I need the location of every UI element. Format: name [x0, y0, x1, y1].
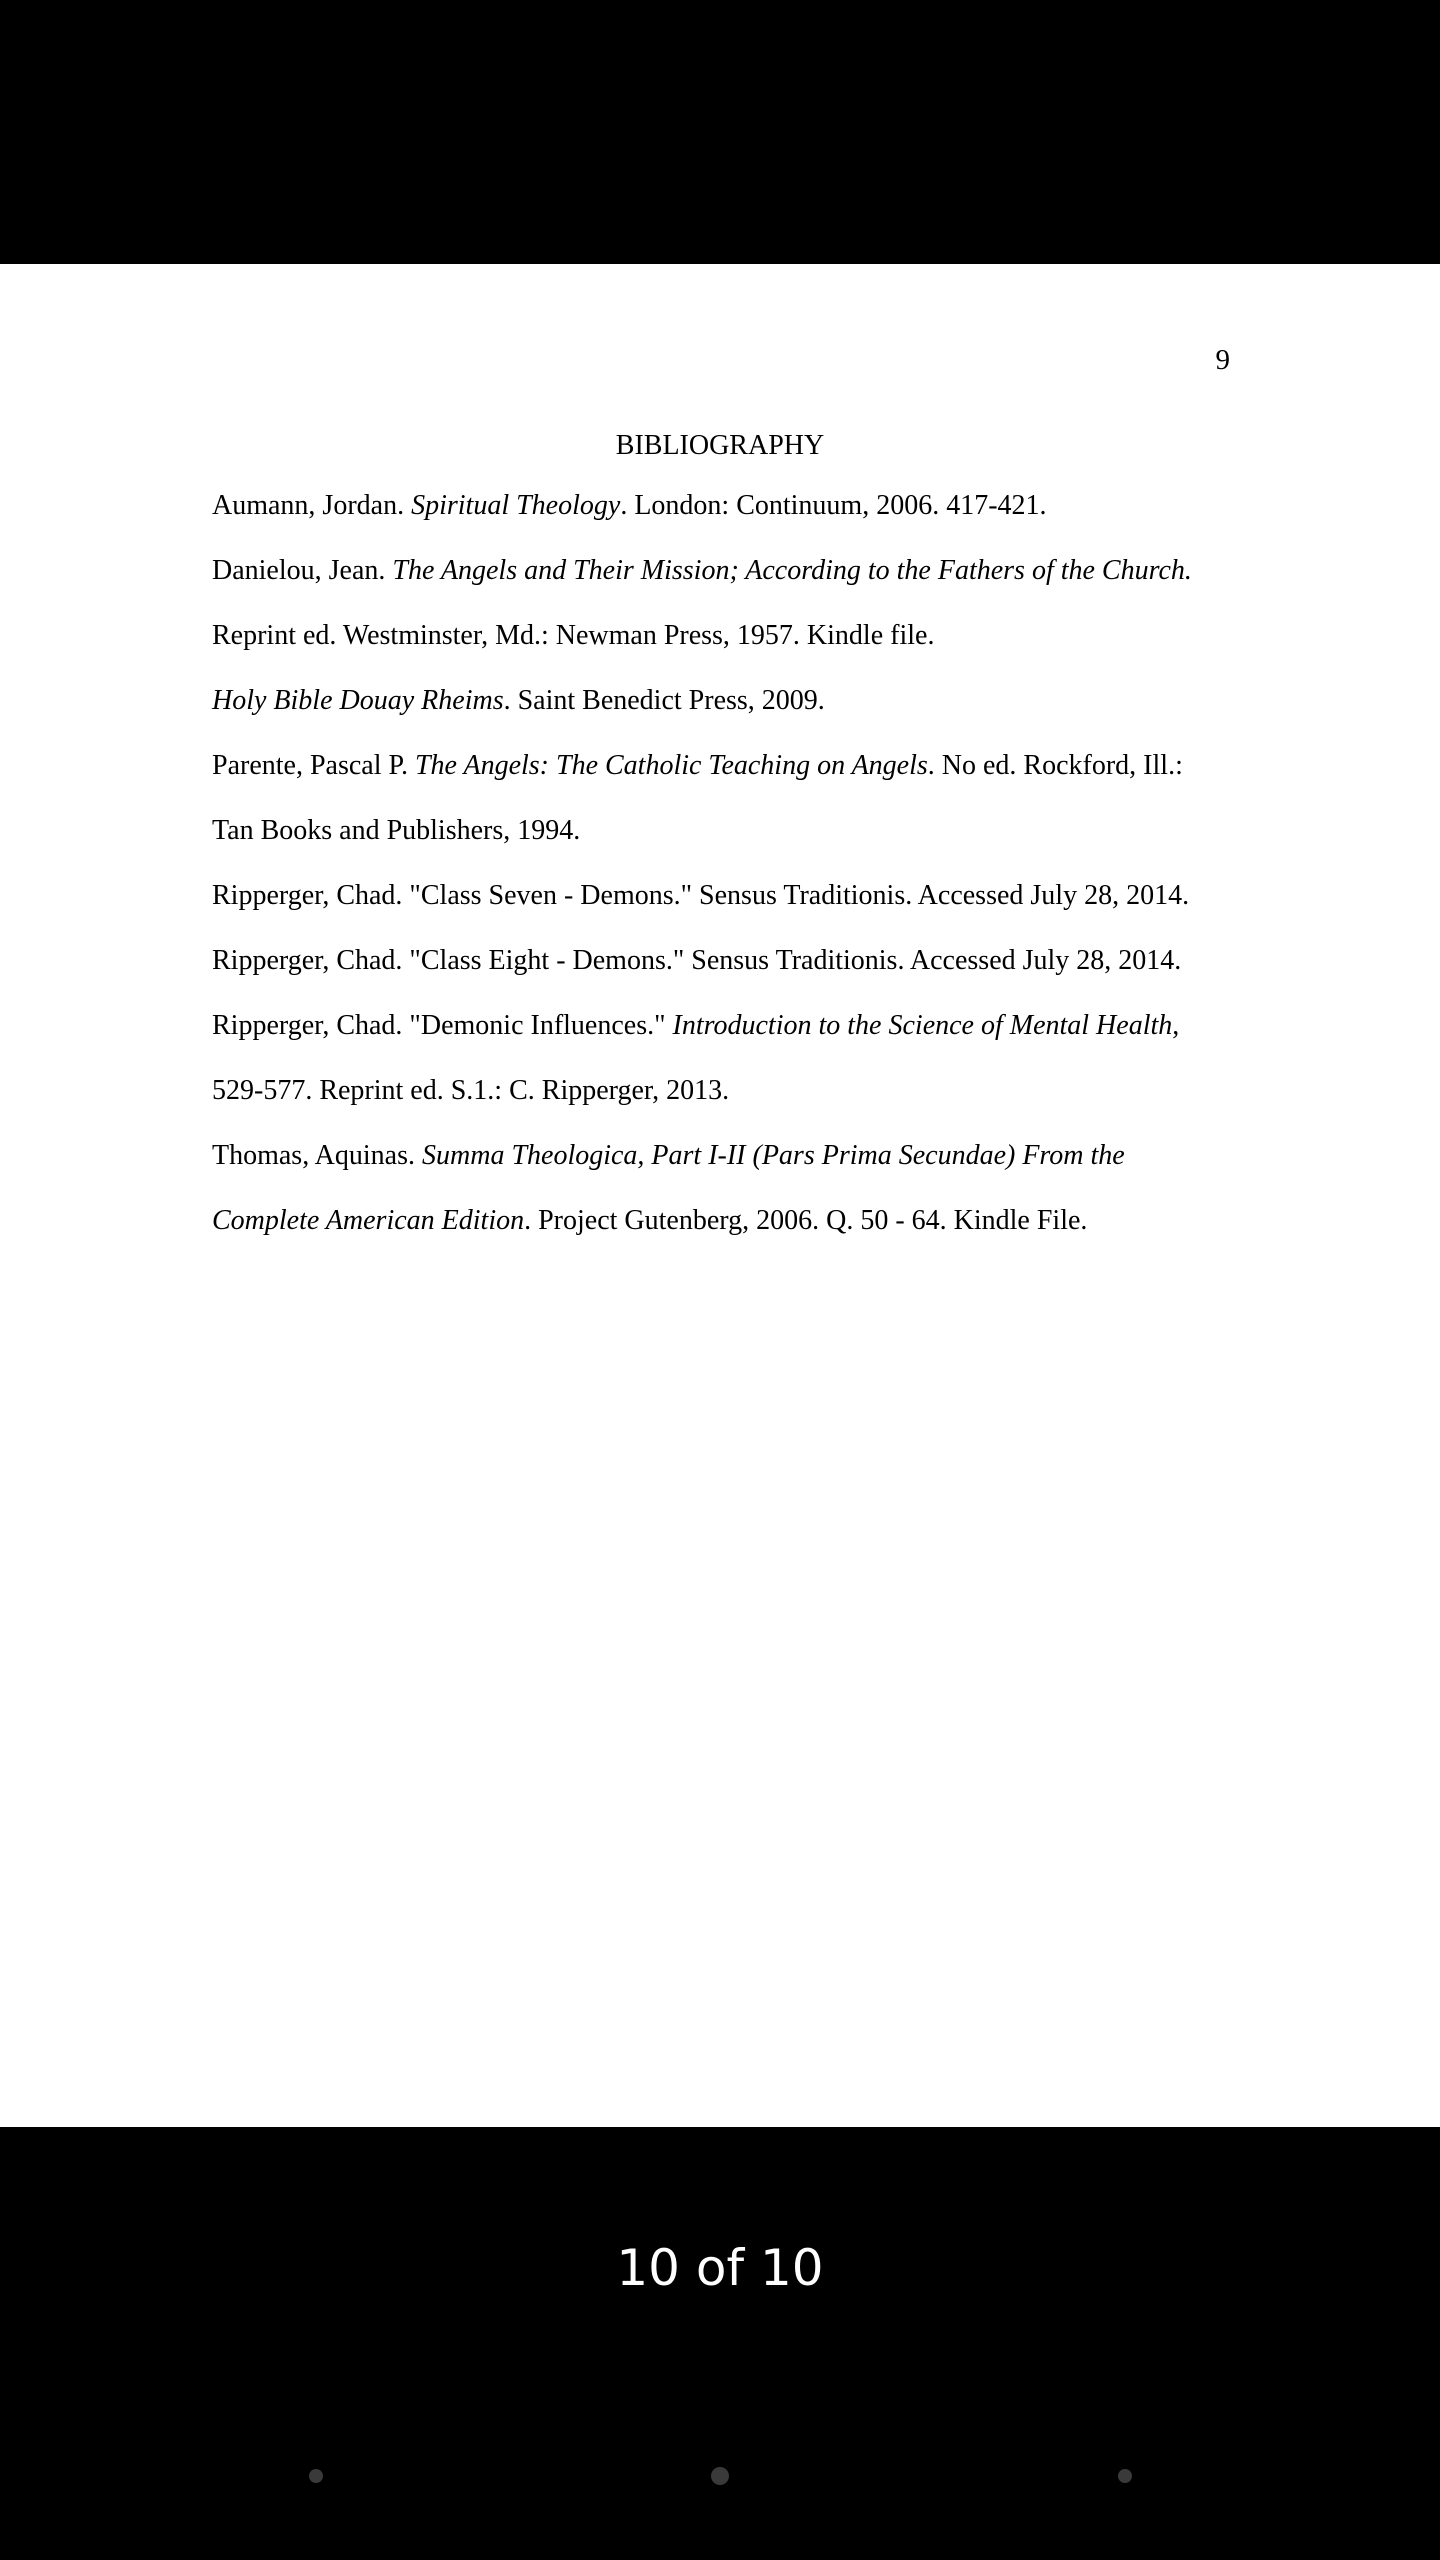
- bibliography-entry: [212, 1123, 1244, 1253]
- entry-text: Aumann, Jordan.: [212, 490, 412, 521]
- entry-text: . London: Continuum, 2006. 417-421.: [620, 490, 1047, 521]
- entry-text: Thomas, Aquinas.: [212, 1140, 422, 1171]
- bibliography-entry: [212, 473, 1244, 538]
- document-page[interactable]: [0, 264, 1440, 2127]
- back-dot-icon[interactable]: [309, 2469, 323, 2483]
- entry-text: ,: [1172, 1010, 1180, 1041]
- entry-title: Introduction to the Science of Mental Health: [672, 1010, 1173, 1041]
- entry-text: Tan Books and Publishers, 1994.: [212, 815, 581, 846]
- entry-text: . Saint Benedict Press, 2009.: [503, 685, 825, 716]
- bibliography-entry: [212, 993, 1244, 1123]
- entry-title: Holy Bible Douay Rheims: [212, 685, 504, 716]
- viewer-top-area: [0, 0, 1440, 264]
- recents-dot-icon[interactable]: [1118, 2469, 1132, 2483]
- bibliography-entry: Ripperger, Chad. "Class Eight - Demons." Sensus Traditionis. Accessed July 28, 2014.: [212, 945, 1182, 976]
- entry-text: Danielou, Jean.: [212, 555, 393, 586]
- entry-text: . Project Gutenberg, 2006. Q. 50 - 64. Kindle File.: [524, 1205, 1088, 1236]
- entry-title: Spiritual Theology: [411, 490, 621, 521]
- bibliography-list: [212, 473, 1244, 1253]
- home-dot-icon[interactable]: [711, 2467, 729, 2485]
- entry-title: Complete American Edition: [212, 1205, 525, 1236]
- entry-title: Summa Theologica, Part I-II (Pars Prima Secundae) From the: [422, 1140, 1125, 1171]
- viewer-bottom-bar: [0, 2127, 1440, 2560]
- entry-text: Ripperger, Chad. "Demonic Influences.": [212, 1010, 673, 1041]
- page-counter: 10 of 10: [616, 2239, 824, 2297]
- entry-text: 529-577. Reprint ed. S.1.: C. Ripperger, 2013.: [212, 1075, 730, 1106]
- entry-text: Parente, Pascal P.: [212, 750, 415, 781]
- page-title: BIBLIOGRAPHY: [615, 430, 825, 461]
- entry-title: The Angels: The Catholic Teaching on Angels: [414, 750, 928, 781]
- bibliography-entry: Ripperger, Chad. "Class Seven - Demons." Sensus Traditionis. Accessed July 28, 2014.: [212, 880, 1190, 911]
- entry-text: Reprint ed. Westminster, Md.: Newman Press, 1957. Kindle file.: [212, 620, 935, 651]
- page-number: 9: [1215, 344, 1230, 376]
- entry-text: . No ed. Rockford, Ill.:: [927, 750, 1183, 781]
- entry-text: [212, 1188, 1244, 1253]
- bibliography-entry: [212, 538, 1244, 668]
- bibliography-entry: [212, 668, 1244, 733]
- entry-title: The Angels and Their Mission; According to the Fathers of the Church.: [392, 555, 1192, 586]
- bibliography-entry: [212, 733, 1244, 863]
